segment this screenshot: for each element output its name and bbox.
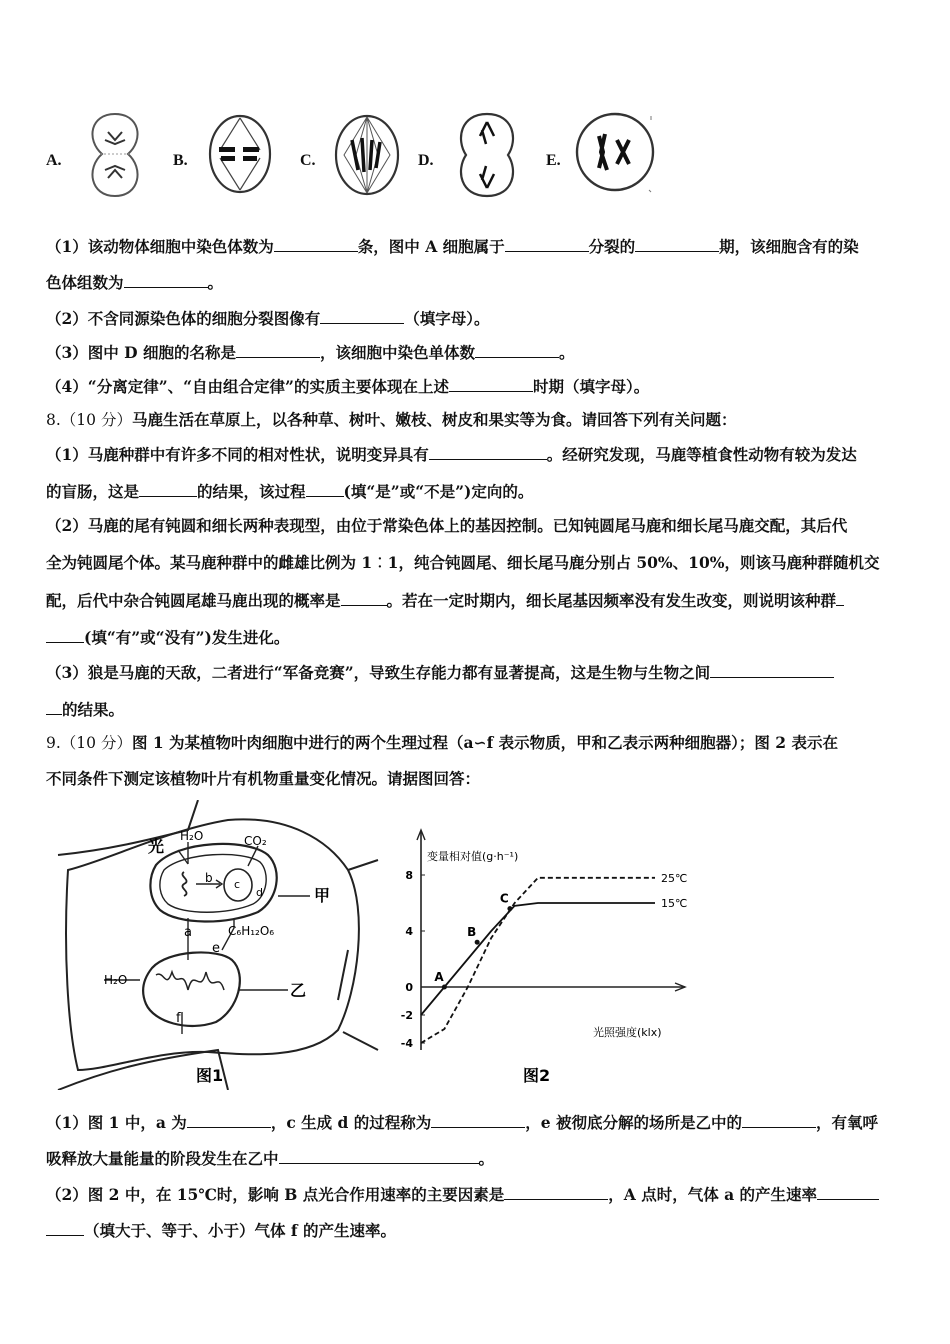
answer-blank[interactable] bbox=[836, 590, 844, 606]
q7-part1-line1: （1）该动物体细胞中染色体数为 条，图中 A 细胞属于 分裂的 期，该细胞含有的染 bbox=[46, 237, 859, 256]
answer-blank[interactable] bbox=[431, 1112, 525, 1128]
answer-blank[interactable] bbox=[46, 1220, 84, 1236]
q9-part2-line2: （填大于、等于、小于）气体 f 的产生速率。 bbox=[46, 1220, 908, 1241]
answer-blank[interactable] bbox=[46, 627, 84, 643]
cell-metaphase-homologous-icon bbox=[205, 112, 275, 197]
q7-part2: （2）不含同源染色体的细胞分裂图像有 （填字母）。 bbox=[46, 309, 490, 328]
answer-blank[interactable] bbox=[817, 1184, 879, 1200]
answer-blank[interactable] bbox=[475, 342, 559, 358]
label-a: a bbox=[184, 925, 192, 940]
answer-blank[interactable] bbox=[46, 699, 62, 715]
chart-point-label: A bbox=[434, 970, 444, 984]
answer-blank[interactable] bbox=[187, 1112, 271, 1128]
cell-label-e: E. bbox=[546, 152, 561, 169]
cell-metaphase-spindle-icon bbox=[332, 112, 402, 200]
label-light: 光 bbox=[148, 837, 165, 856]
q8-part2-line3: 配，后代中杂合钝圆尾雄马鹿出现的概率是 。若在一定时期内，细长尾基因频率没有发生改变，则说明该种群 bbox=[46, 590, 908, 611]
chart-point bbox=[507, 906, 512, 911]
chart-point-label: B bbox=[467, 925, 477, 940]
q8-part2-line4: (填“有”或“没有”)发生进化。 bbox=[46, 627, 908, 648]
q9-heading-line2: 不同条件下测定该植物叶片有机物重量变化情况。请据图回答： bbox=[46, 769, 481, 788]
q7-part3: （3）图中 D 细胞的名称是 ，该细胞中染色单体数 。 bbox=[46, 343, 575, 362]
answer-blank[interactable] bbox=[341, 590, 387, 606]
label-yi: 乙 bbox=[290, 981, 307, 1000]
chart-y-tick-label: 4 bbox=[405, 925, 413, 938]
q8-part1-line1: （1）马鹿种群中有许多不同的相对性状，说明变异具有 。经研究发现，马鹿等植食性动物有较为发达 bbox=[46, 445, 857, 464]
cell-label-c: C. bbox=[300, 152, 316, 169]
chart-y-tick-label: 0 bbox=[405, 981, 413, 994]
answer-blank[interactable] bbox=[635, 236, 719, 252]
answer-blank[interactable] bbox=[236, 342, 320, 358]
label-c: c bbox=[234, 878, 241, 891]
chart-y-label: 变量相对值(g·h⁻¹) bbox=[427, 850, 519, 863]
cell-label-d: D. bbox=[418, 152, 434, 169]
q7-part4: （4）“分离定律”、“自由组合定律”的实质主要体现在上述 时期（填字母）。 bbox=[46, 377, 650, 396]
answer-blank[interactable] bbox=[429, 444, 547, 460]
label-h2o-left: H₂O bbox=[104, 973, 128, 987]
chart-legend-label: 15℃ bbox=[661, 897, 688, 910]
q9-part1-line2: 吸释放大量能量的阶段发生在乙中 。 bbox=[46, 1149, 495, 1168]
chart-point-label: C bbox=[499, 891, 509, 906]
figure1-cell-diagram bbox=[48, 800, 393, 1090]
chart-point bbox=[475, 940, 480, 945]
chart-y-tick-label: -4 bbox=[400, 1037, 413, 1050]
answer-blank[interactable] bbox=[320, 308, 404, 324]
label-f: f bbox=[176, 1011, 181, 1026]
label-b: b bbox=[205, 871, 213, 885]
label-co2: CO₂ bbox=[244, 834, 267, 848]
chart-x-label: 光照强度(klx) bbox=[593, 1026, 662, 1039]
q9-part2-line1: （2）图 2 中，在 15℃时，影响 B 点光合作用速率的主要因素是 ，A 点时，气体 a 的产生速率 bbox=[46, 1184, 908, 1205]
q8-part1-line2: 的盲肠，这是 的结果，该过程 (填“是”或“不是”)定向的。 bbox=[46, 482, 534, 501]
cell-label-b: B. bbox=[173, 152, 188, 169]
cell-chromosome-icon bbox=[573, 106, 661, 198]
label-glucose: C₆H₁₂O₆ bbox=[228, 924, 275, 938]
q8-part3-line1: （3）狼是马鹿的天敌，二者进行“军备竞赛”，导致生存能力都有显著提高，这是生物与生物之间 bbox=[46, 662, 908, 683]
answer-blank[interactable] bbox=[274, 236, 358, 252]
chart-y-tick-label: -2 bbox=[400, 1009, 413, 1022]
q9-part1-line1: （1）图 1 中，a 为 ，c 生成 d 的过程称为 ，e 被彻底分解的场所是乙中的 ，有氧呼 bbox=[46, 1113, 879, 1132]
chart-series-line bbox=[421, 903, 655, 1015]
figure2-caption: 图2 bbox=[523, 1066, 551, 1085]
label-h2o-top: H₂O bbox=[180, 829, 204, 843]
answer-blank[interactable] bbox=[504, 1184, 608, 1200]
answer-blank[interactable] bbox=[710, 662, 834, 678]
label-jia: 甲 bbox=[314, 886, 331, 905]
chart-legend-label: 25℃ bbox=[661, 871, 688, 885]
answer-blank[interactable] bbox=[279, 1148, 479, 1164]
figure2-line-chart bbox=[395, 800, 710, 1090]
q9-heading-line1: 9.（10 分）图 1 为某植物叶肉细胞中进行的两个生理过程（a∽f 表示物质，甲和乙表示两种细胞器）；图 2 表示在 bbox=[46, 733, 838, 752]
q8-part2-line1: （2）马鹿的尾有钝圆和细长两种表现型，由位于常染色体上的基因控制。已知钝圆尾马鹿和细长尾马鹿交配，其后代 bbox=[46, 516, 848, 535]
chart-point bbox=[442, 985, 447, 990]
chart-y-tick-label: 8 bbox=[405, 869, 413, 882]
answer-blank[interactable] bbox=[306, 481, 344, 497]
cell-anaphase-separation-icon bbox=[452, 110, 522, 200]
answer-blank[interactable] bbox=[139, 481, 197, 497]
answer-blank[interactable] bbox=[505, 236, 589, 252]
q8-part3-line2: 的结果。 bbox=[46, 699, 908, 720]
cell-label-a: A. bbox=[46, 152, 62, 169]
cell-anaphase-icon bbox=[80, 110, 150, 200]
q7-part1-line2: 色体组数为 。 bbox=[46, 273, 224, 292]
label-e: e bbox=[212, 941, 220, 956]
answer-blank[interactable] bbox=[449, 376, 533, 392]
q8-heading: 8.（10 分）马鹿生活在草原上，以各种草、树叶、嫩枝、树皮和果实等为食。请回答下列有关问题： bbox=[46, 410, 737, 429]
answer-blank[interactable] bbox=[124, 272, 208, 288]
label-d: d bbox=[256, 886, 263, 899]
figure1-caption: 图1 bbox=[196, 1066, 224, 1085]
q8-part2-line2: 全为钝圆尾个体。某马鹿种群中的雌雄比例为 1︰1，纯合钝圆尾、细长尾马鹿分别占 50%、10%，则该马鹿种群随机交 bbox=[46, 553, 880, 572]
answer-blank[interactable] bbox=[742, 1112, 816, 1128]
